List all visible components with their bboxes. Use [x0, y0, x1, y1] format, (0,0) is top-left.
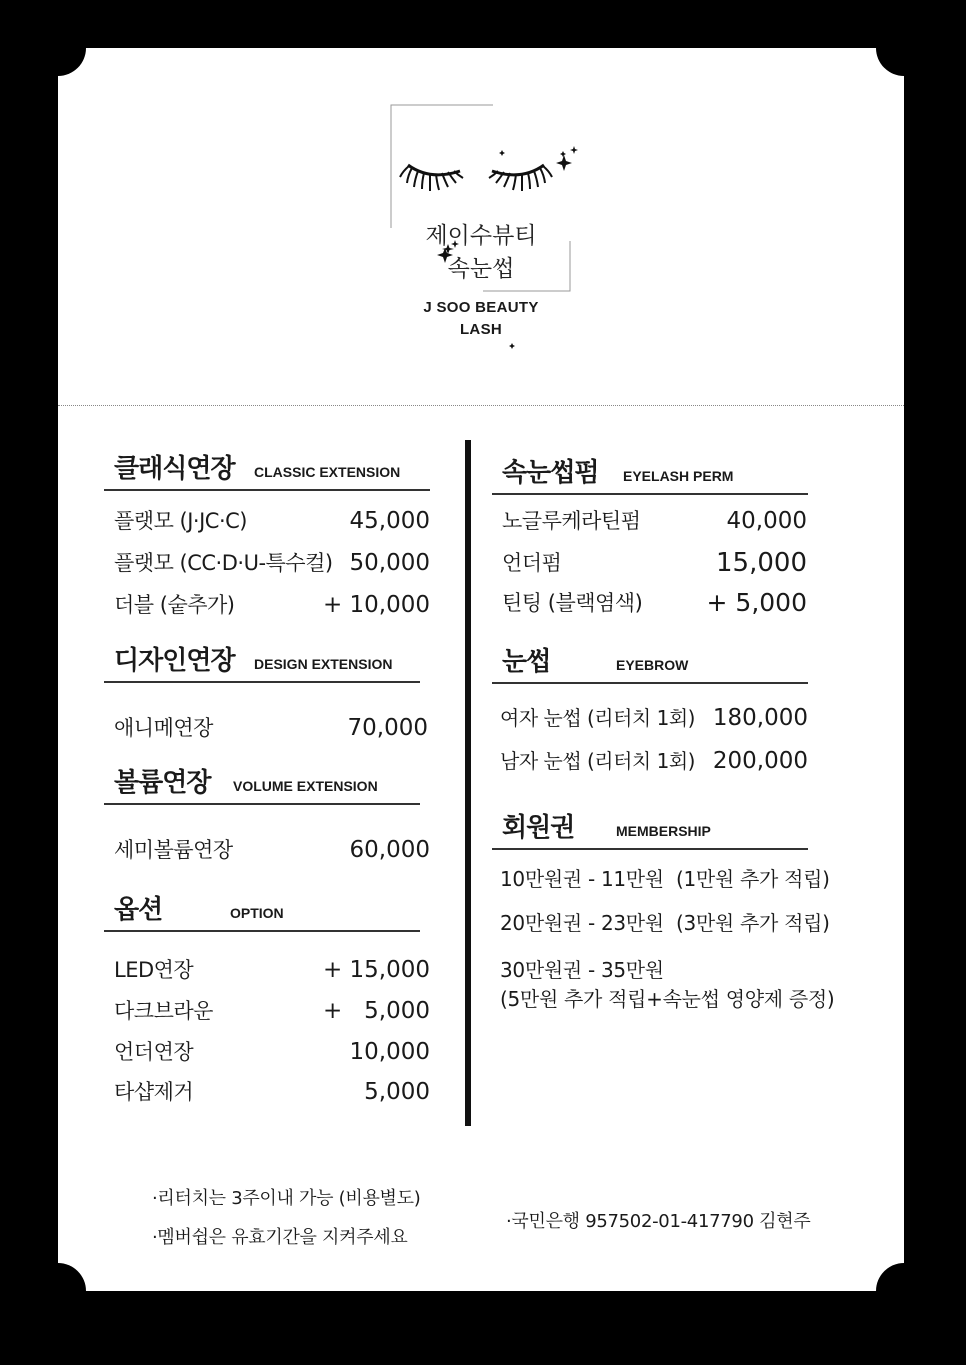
brand-name-english: [58, 297, 904, 341]
menu-row: [114, 547, 430, 579]
item-name: 여자 눈썹 (리터치 1회): [500, 706, 695, 730]
item-name: 다크브라운: [114, 999, 213, 1023]
corner-notch: [30, 20, 86, 76]
section-design-header: [104, 645, 420, 683]
item-price: 10,000: [349, 1039, 430, 1065]
section-title: 옵션: [114, 895, 163, 925]
item-price: 15,000: [716, 548, 807, 578]
note-bank-account: ·국민은행 957502-01-417790 김현주: [506, 1211, 811, 1232]
item-price: + 15,000: [322, 957, 430, 983]
section-eyebrow-header: [492, 646, 808, 684]
membership-item: (5만원 추가 적립+속눈썹 영양제 증정): [500, 987, 835, 1011]
section-title: 속눈썹펌: [502, 458, 599, 488]
section-title: 볼륨연장: [114, 768, 211, 798]
menu-row: [114, 995, 430, 1027]
item-name: 세미볼륨연장: [114, 838, 233, 862]
corner-notch: [876, 1263, 932, 1319]
brand-en-line2: LASH: [459, 321, 503, 338]
menu-row: [500, 702, 808, 734]
item-price: + 5,000: [706, 588, 807, 617]
section-title: 눈썹: [502, 647, 551, 677]
section-subtitle: CLASSIC EXTENSION: [254, 464, 401, 480]
brand-line1: 제이수뷰티: [425, 223, 537, 249]
section-title: 클래식연장: [114, 454, 235, 484]
menu-row: [114, 589, 430, 621]
corner-notch: [30, 1263, 86, 1319]
menu-row: [114, 505, 430, 537]
menu-row: [502, 547, 807, 579]
item-price: 70,000: [347, 715, 428, 741]
dotted-divider: [58, 405, 904, 406]
section-subtitle: OPTION: [230, 905, 284, 921]
section-title: 디자인연장: [114, 646, 235, 676]
menu-row: [114, 834, 430, 866]
item-name: 플랫모 (CC·D·U-특수컬): [114, 551, 333, 575]
section-title: 회원권: [502, 813, 575, 843]
menu-row: [114, 1036, 430, 1068]
menu-row: [502, 505, 807, 537]
brand-line2: 속눈썹: [447, 256, 515, 282]
section-option-header: [104, 894, 420, 932]
corner-notch: [876, 20, 932, 76]
membership-item: 10만원권 - 11만원 (1만원 추가 적립): [500, 867, 830, 891]
section-classic-header: [104, 453, 430, 491]
brand-en-line1: J SOO BEAUTY: [423, 299, 539, 316]
item-name: 언더펌: [502, 551, 562, 575]
column-divider: [465, 440, 471, 1126]
section-perm-header: [492, 457, 808, 495]
menu-row: [114, 954, 430, 986]
item-name: 타샵제거: [114, 1080, 194, 1104]
menu-row: [114, 712, 428, 744]
item-name: 남자 눈썹 (리터치 1회): [500, 749, 695, 773]
item-price: + 5,000: [322, 998, 430, 1024]
item-price: 50,000: [349, 550, 430, 576]
brand-name-korean: [58, 220, 904, 286]
item-price: 60,000: [349, 837, 430, 863]
section-subtitle: EYEBROW: [616, 657, 689, 673]
item-price: 40,000: [726, 508, 807, 534]
item-name: LED연장: [114, 958, 194, 982]
note-membership: ·멤버쉽은 유효기간을 지켜주세요: [152, 1227, 408, 1248]
menu-card: [58, 48, 904, 1291]
membership-item: 30만원권 - 35만원: [500, 958, 664, 982]
item-price: 180,000: [712, 705, 808, 731]
item-name: 플랫모 (J·JC·C): [114, 509, 247, 533]
menu-row: [502, 587, 807, 619]
item-price: 45,000: [349, 508, 430, 534]
menu-row: [500, 745, 808, 777]
note-retouch: ·리터치는 3주이내 가능 (비용별도): [152, 1188, 421, 1209]
item-price: 200,000: [712, 748, 808, 774]
item-name: 애니메연장: [114, 716, 213, 740]
section-subtitle: MEMBERSHIP: [616, 823, 711, 839]
menu-row: [114, 1076, 430, 1108]
item-name: 노글루케라틴펌: [502, 509, 641, 533]
section-membership-header: [492, 812, 808, 850]
item-name: 틴팅 (블랙염색): [502, 591, 643, 615]
membership-item: 20만원권 - 23만원 (3만원 추가 적립): [500, 911, 830, 935]
section-subtitle: DESIGN EXTENSION: [254, 656, 393, 672]
item-price: 5,000: [364, 1079, 430, 1105]
item-name: 더블 (숱추가): [114, 593, 235, 617]
section-subtitle: VOLUME EXTENSION: [233, 778, 378, 794]
item-name: 언더연장: [114, 1040, 194, 1064]
item-price: + 10,000: [322, 592, 430, 618]
section-volume-header: [104, 767, 420, 805]
section-subtitle: EYELASH PERM: [623, 468, 734, 484]
